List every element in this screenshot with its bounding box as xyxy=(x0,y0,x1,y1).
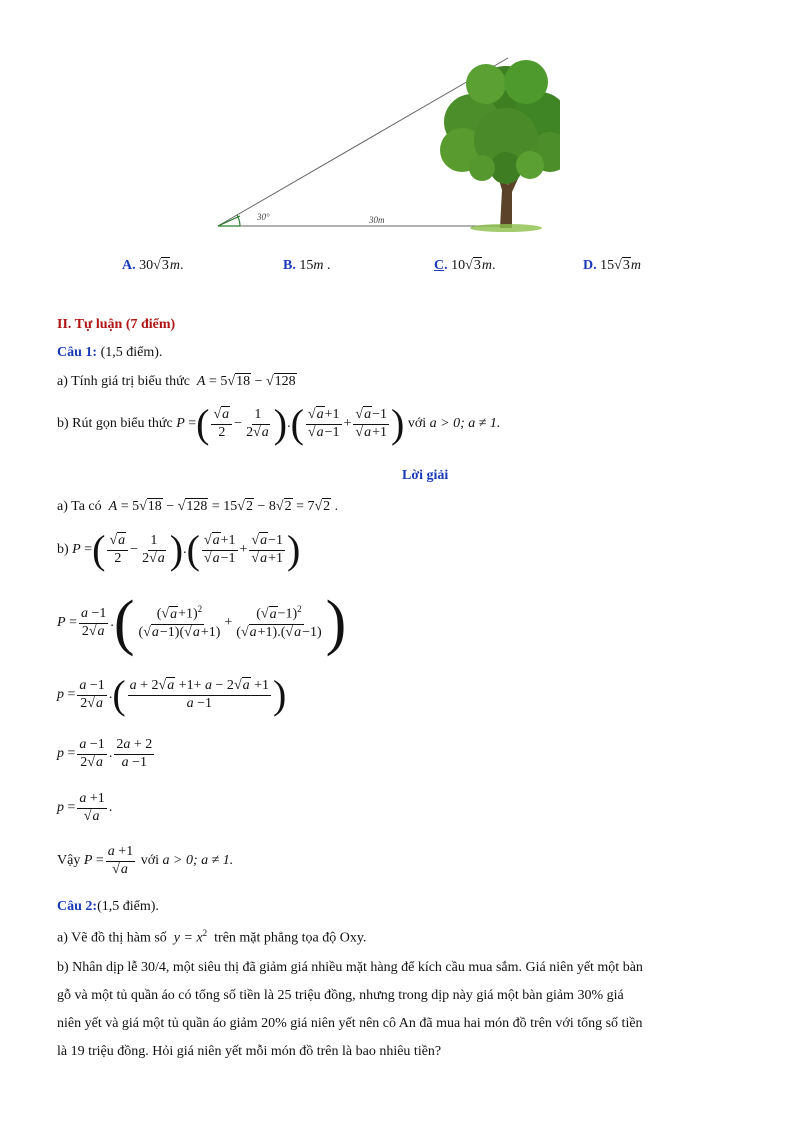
cau1-part-a: a) Tính giá trị biểu thức A = 5√18 − √128 xyxy=(57,374,296,389)
option-c: C. 10√3m. xyxy=(434,258,496,273)
solution-b-step4: p = $\frac{a -1}{2√a}$ . $\frac{2a + 2}{a -1}$ xyxy=(57,737,153,770)
cau1-part-b: b) Rút gọn biểu thức P = ( $\frac{√a}{2}$ − $\frac{1}{2√a}$ ) . ( $\frac{√a+1}{√a-1}$ + $\frac{√a-1}{√a+1}$ ) với a > 0; a ≠ 1. xyxy=(57,401,501,446)
option-d: D. 15√3m xyxy=(583,258,641,273)
option-a: A. 30√3m. xyxy=(122,258,184,273)
cau2-part-b-line3: niên yết và giá một tủ quần áo giảm 20% giá niên yết nên cô An đã mua hai món đồ trên với tổng số tiền xyxy=(57,1016,643,1031)
solution-part-a: a) Ta có A = 5√18 − √128 = 15√2 − 8√2 = 7√2 . xyxy=(57,499,339,514)
cau2-part-b-line4: là 19 triệu đồng. Hỏi giá niên yết mỗi món đồ trên là bao nhiêu tiền? xyxy=(57,1044,442,1059)
section-title: II. Tự luận (7 điểm) xyxy=(57,317,176,332)
solution-title: Lời giải xyxy=(402,468,449,483)
solution-b-step1: b) P = ( $\frac{√a}{2}$ − $\frac{1}{2√a}$ ) . ( $\frac{√a+1}{√a-1}$ + $\frac{√a-1}{√a+1}$ ) xyxy=(57,527,301,572)
solution-b-step2: P = $\frac{a -1}{2√a}$ . ( $\frac{(√a+1)^2}{(√a-1)(√a+1)}$ + $\frac{(√a-1)^2}{(√a+1).(√a-1)}$ ) xyxy=(57,589,347,657)
tree-foliage xyxy=(440,60,560,184)
solution-b-step5: p = $\frac{a +1}{√a}$ . xyxy=(57,791,113,824)
angle-label: 30° xyxy=(257,212,270,222)
solution-final: Vậy P = $\frac{a +1}{√a}$ với a > 0; a ≠ 1. xyxy=(57,844,234,877)
cau1-heading: Câu 1: (1,5 điểm). xyxy=(57,345,163,360)
tree-figure xyxy=(200,40,560,240)
solution-b-step3: p = $\frac{a -1}{2√a}$ . ( $\frac{a + 2√a +1+ a - 2√a +1}{a -1}$ ) xyxy=(57,672,287,717)
cau2-part-b-line1: b) Nhân dịp lễ 30/4, một siêu thị đã giảm giá nhiều mặt hàng để kích cầu mua sắm. Giá niên yết một bàn xyxy=(57,960,643,975)
cau2-part-a: a) Vẽ đồ thị hàm số $y = x^2$ trên mặt phẳng tọa độ Oxy. xyxy=(57,928,367,946)
cau2-heading: Câu 2:(1,5 điểm). xyxy=(57,899,159,914)
cau2-part-b-line2: gỗ và một tủ quần áo có tổng số tiền là 25 triệu đồng, nhưng trong dịp này giá một bàn giảm 30% giá xyxy=(57,988,624,1003)
distance-label: 30m xyxy=(369,215,385,225)
option-b: B. 15m . xyxy=(283,258,331,273)
